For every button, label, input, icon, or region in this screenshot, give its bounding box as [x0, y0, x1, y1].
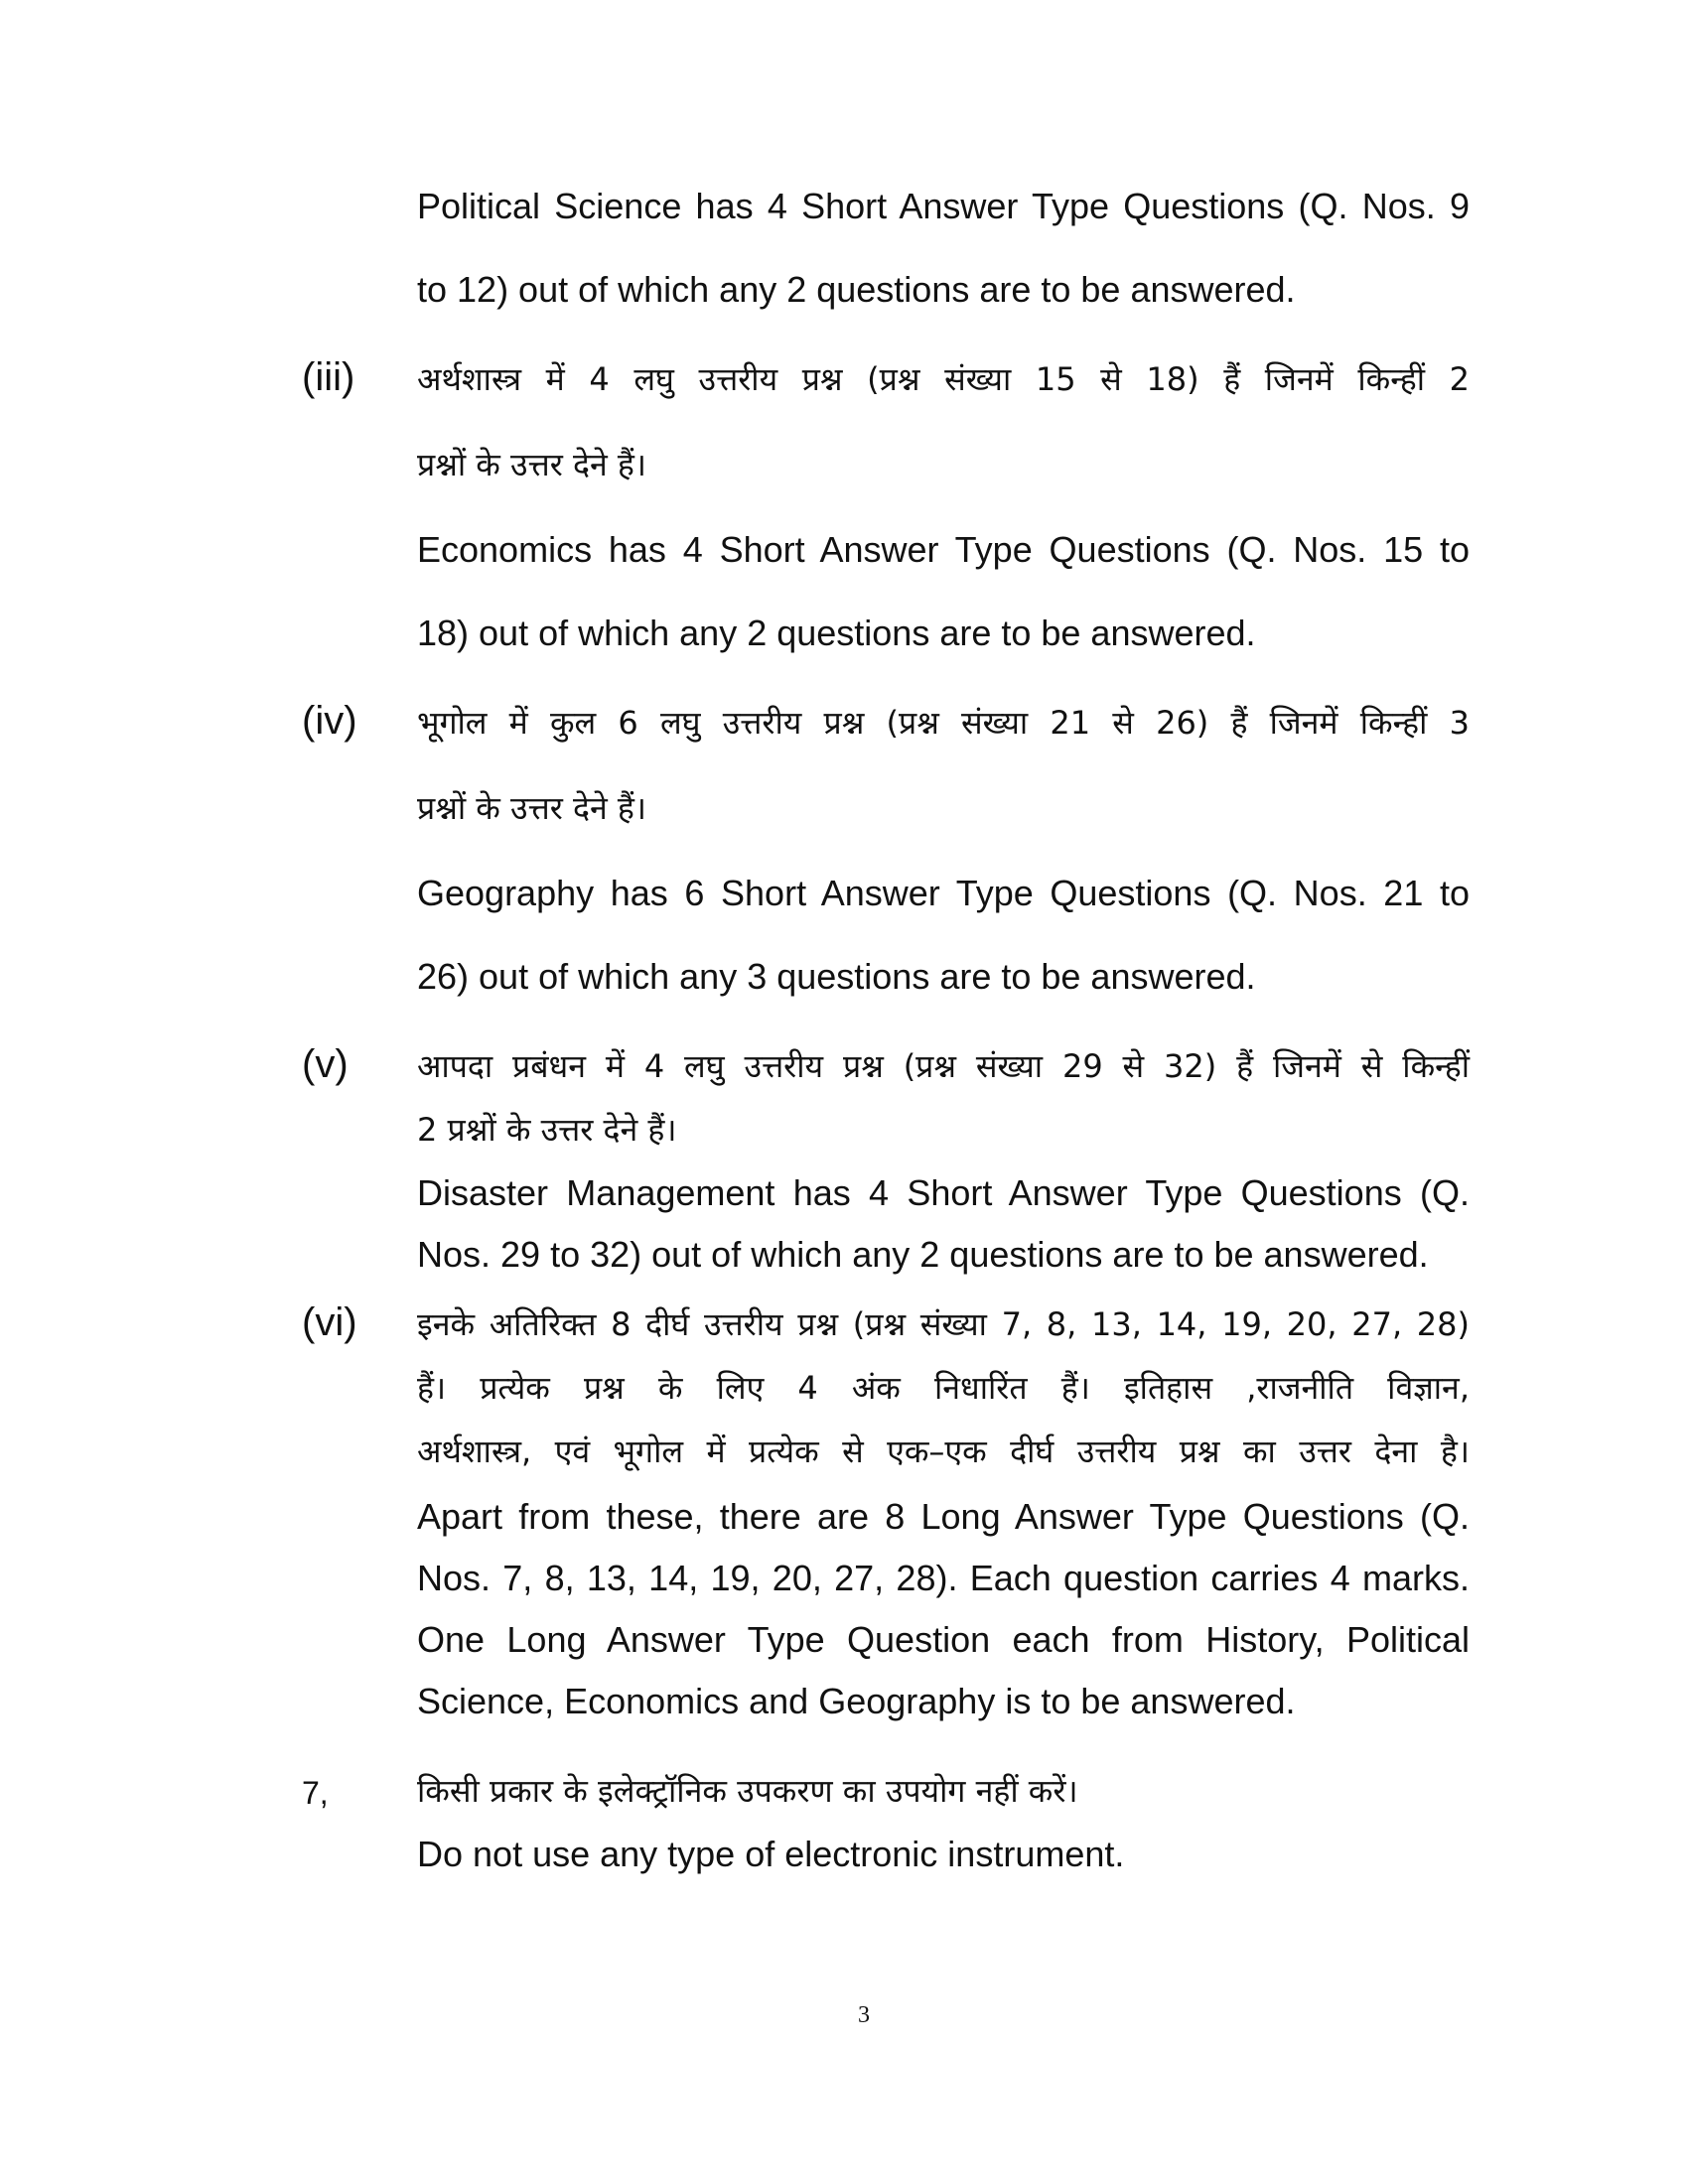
- iii-hindi-line-2: प्रश्नों के उत्तर देने हैं।: [417, 446, 646, 483]
- ps-en-line-2: to 12) out of which any 2 questions are to be answered.: [417, 269, 1296, 310]
- item-number-iii: (iii): [302, 355, 355, 399]
- item-number-vi: (vi): [302, 1300, 357, 1344]
- item-number-v: (v): [302, 1042, 349, 1086]
- vi-hindi-line-3: अर्थशास्त्र, एवं भूगोल में प्रत्येक से एक–एक दीर्घ उत्तरीय प्रश्न का उत्तर देना है।: [417, 1433, 1470, 1470]
- v-en-line-1: Disaster Management has 4 Short Answer Type Questions (Q.: [417, 1172, 1470, 1213]
- iii-hindi-line-1: अर्थशास्त्र में 4 लघु उत्तरीय प्रश्न (प्रश्न संख्या 15 से 18) हैं जिनमें किन्हीं 2: [417, 360, 1470, 398]
- seven-en-line: Do not use any type of electronic instrument.: [417, 1834, 1125, 1874]
- vi-en-line-3: One Long Answer Type Question each from History, Political: [417, 1619, 1470, 1660]
- iv-hindi-line-2: प्रश्नों के उत्तर देने हैं।: [417, 789, 646, 827]
- v-hindi-line-2: 2 प्रश्नों के उत्तर देने हैं।: [417, 1111, 677, 1149]
- v-en-line-2: Nos. 29 to 32) out of which any 2 questions are to be answered.: [417, 1234, 1429, 1275]
- item-number-7: 7,: [302, 1775, 329, 1811]
- item-number-iv: (iv): [302, 699, 357, 743]
- vi-en-line-4: Science, Economics and Geography is to be answered.: [417, 1681, 1296, 1721]
- vi-en-line-2: Nos. 7, 8, 13, 14, 19, 20, 27, 28). Each question carries 4 marks.: [417, 1558, 1470, 1598]
- iv-hindi-line-1: भूगोल में कुल 6 लघु उत्तरीय प्रश्न (प्रश्न संख्या 21 से 26) हैं जिनमें किन्हीं 3: [417, 704, 1470, 742]
- ps-en-line-1: Political Science has 4 Short Answer Type Questions (Q. Nos. 9: [417, 186, 1470, 226]
- vi-en-line-1: Apart from these, there are 8 Long Answer Type Questions (Q.: [417, 1496, 1470, 1537]
- iii-en-line-2: 18) out of which any 2 questions are to be answered.: [417, 613, 1256, 653]
- page-number: 3: [858, 2002, 870, 2028]
- iii-en-line-1: Economics has 4 Short Answer Type Questions (Q. Nos. 15 to: [417, 529, 1470, 570]
- iv-en-line-2: 26) out of which any 3 questions are to be answered.: [417, 956, 1256, 997]
- v-hindi-line-1: आपदा प्रबंधन में 4 लघु उत्तरीय प्रश्न (प्रश्न संख्या 29 से 32) हैं जिनमें से किन्हीं: [417, 1047, 1470, 1085]
- seven-hindi-line: किसी प्रकार के इलेक्ट्रॉनिक उपकरण का उपयोग नहीं करें।: [417, 1772, 1078, 1810]
- vi-hindi-line-1: इनके अतिरिक्त 8 दीर्घ उत्तरीय प्रश्न (प्रश्न संख्या 7, 8, 13, 14, 19, 20, 27, 28): [417, 1305, 1470, 1343]
- iv-en-line-1: Geography has 6 Short Answer Type Questions (Q. Nos. 21 to: [417, 873, 1470, 913]
- vi-hindi-line-2: हैं। प्रत्येक प्रश्न के लिए 4 अंक निधारिंत हैं। इतिहास ,राजनीति विज्ञान,: [417, 1369, 1470, 1407]
